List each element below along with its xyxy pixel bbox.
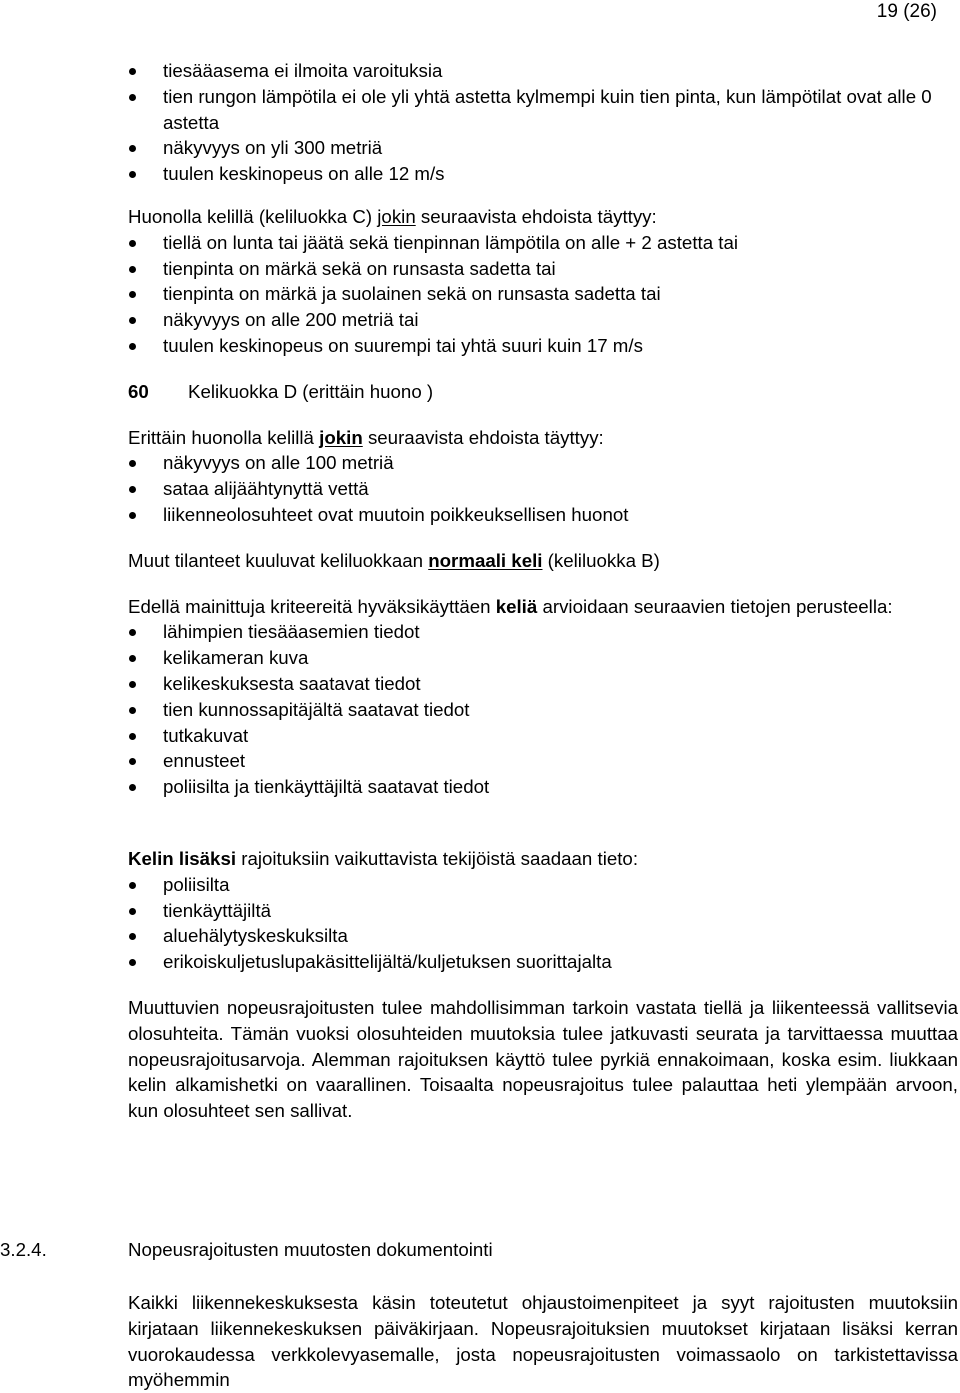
list-item: näkyvyys on yli 300 metriä xyxy=(128,135,958,161)
criteria-intro: Edellä mainittuja kriteereitä hyväksikäyttäen keliä arvioidaan seuraavien tietojen perusteella: xyxy=(128,595,893,617)
list-item: poliisilta xyxy=(128,872,958,898)
very-poor-weather-intro: Erittäin huonolla kelillä jokin seuraavista ehdoista täyttyy: xyxy=(128,426,604,448)
list-item: ennusteet xyxy=(128,748,958,774)
keyword-jokin: jokin xyxy=(319,426,363,448)
other-factors-list xyxy=(128,872,958,975)
section-title: Nopeusrajoitusten muutosten dokumentointi xyxy=(128,1239,493,1260)
section-number: 3.2.4. xyxy=(0,1239,47,1260)
very-poor-weather-list xyxy=(128,450,958,527)
list-item: tienkäyttäjiltä xyxy=(128,898,958,924)
list-item: näkyvyys on alle 100 metriä xyxy=(128,450,958,476)
keyword-normaali-keli: normaali keli xyxy=(428,549,543,571)
list-item: tuulen keskinopeus on suurempi tai yhtä suuri kuin 17 m/s xyxy=(128,333,958,359)
list-item: kelikameran kuva xyxy=(128,645,958,671)
list-item: kelikeskuksesta saatavat tiedot xyxy=(128,671,958,697)
list-item: tien rungon lämpötila ei ole yli yhtä astetta kylmempi kuin tien pinta, kun lämpötilat ovat alle 0 astetta xyxy=(128,84,958,136)
list-item: tiesääasema ei ilmoita varoituksia xyxy=(128,58,958,84)
other-factors-intro: Kelin lisäksi rajoituksiin vaikuttavista tekijöistä saadaan tieto: xyxy=(128,847,639,869)
variable-limits-paragraph: Muuttuvien nopeusrajoitusten tulee mahdollisimman tarkoin vastata tiellä ja liikenteessä vallitsevia olosuhteita. Tämän vuoksi olosuhteiden muutoksia tulee jatkuvasti seurata ja tarvittaessa muuttaa nopeusrajoitusarvoja. Alemman rajoituksen käyttö tulee pyrkiä ennakoimaan, koska esim. liukkaan kelin alkamishetki on vaarallinen. Toisaalta nopeusrajoitus tulee palauttaa heti ylempään arvoon, kun olosuhteet sen sallivat. xyxy=(128,996,958,1122)
poor-weather-intro: Huonolla kelillä (keliluokka C) jokin seuraavista ehdoista täyttyy: xyxy=(128,205,657,227)
list-item: lähimpien tiesääasemien tiedot xyxy=(128,619,958,645)
keyword-kelin-lisaksi: Kelin lisäksi xyxy=(128,847,237,869)
information-sources-list xyxy=(128,619,958,800)
list-item: tutkakuvat xyxy=(128,723,958,749)
poor-weather-list xyxy=(128,230,958,359)
section-60-heading xyxy=(128,379,958,405)
list-item: tuulen keskinopeus on alle 12 m/s xyxy=(128,161,958,187)
weather-conditions-list xyxy=(128,58,958,187)
page-number: 19 (26) xyxy=(876,1,937,22)
section-title: Kelikuokka D (erittäin huono ) xyxy=(188,380,434,402)
documentation-paragraph: Kaikki liikennekeskuksesta käsin toteutetut ohjaustoimenpiteet ja syyt rajoitusten muutoksiin kirjataan liikennekeskuksen päiväkirjaan. Nopeusrajoituksien muutokset kirjataan lisäksi kerran vuorokaudessa verkkolevyasemalle, josta nopeusrajoitusten voimassaolo on tarkistettavissa myöhemmin xyxy=(128,1292,958,1391)
list-item: tienpinta on märkä sekä on runsasta sadetta tai xyxy=(128,256,958,282)
list-item: sataa alijäähtynyttä vettä xyxy=(128,476,958,502)
list-item: poliisilta ja tienkäyttäjiltä saatavat tiedot xyxy=(128,774,958,800)
list-item: aluehälytyskeskuksilta xyxy=(128,923,958,949)
keyword-jokin: jokin xyxy=(377,205,416,227)
list-item: liikenneolosuhteet ovat muutoin poikkeuksellisen huonot xyxy=(128,502,958,528)
list-item: erikoiskuljetuslupakäsittelijältä/kuljetuksen suorittajalta xyxy=(128,949,958,975)
list-item: tiellä on lunta tai jäätä sekä tienpinnan lämpötila on alle + 2 astetta tai xyxy=(128,230,958,256)
keyword-kelia: keliä xyxy=(495,595,538,617)
normal-weather-paragraph: Muut tilanteet kuuluvat keliluokkaan normaali keli (keliluokka B) xyxy=(128,549,660,571)
page-content xyxy=(128,58,958,1124)
section-number: 60 xyxy=(128,380,149,402)
list-item: tienpinta on märkä ja suolainen sekä on runsasta sadetta tai xyxy=(128,281,958,307)
list-item: näkyvyys on alle 200 metriä tai xyxy=(128,307,958,333)
list-item: tien kunnossapitäjältä saatavat tiedot xyxy=(128,697,958,723)
